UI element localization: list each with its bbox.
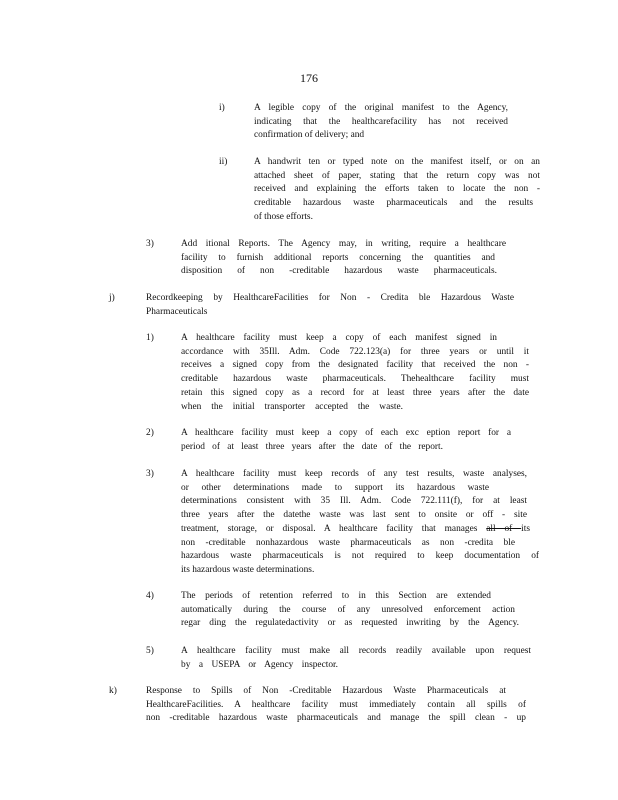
item-text: A healthcare facility must keep a copy of each manifest signed in accordance with 35Ill. Adm. Code 722.123(a) for three years or until it receives a signed copy from the designated facility that received the non - creditable hazardous waste pharmaceuticals. Thehealthcare facility must retain this signed copy as a record for at least three years after the date when the initial transporter accepted the waste. bbox=[181, 333, 529, 412]
item-label: 5) bbox=[146, 646, 154, 656]
deleted-text: all of bbox=[486, 523, 522, 534]
item-label: 4) bbox=[146, 591, 154, 601]
item-label: 1) bbox=[146, 333, 154, 343]
item-label: 3) bbox=[146, 469, 154, 479]
item-text: A healthcare facility must make all records readily available upon request by a USEPA or Agency inspector. bbox=[181, 646, 531, 670]
item-text: A healthcare facility must keep records of any test results, waste analyses, or other determinations made to support its hazardous waste determinations consistent with 35 Ill. Adm. Code 722.111(f), for at least three years after the datethe waste was last sent to onsite or off - site treatment, storage, or disposal. A healthcare facility that manages all of its non -creditable nonhazardous waste pharmaceuticals as non -credita ble hazardous waste pharmaceuticals is not required to keep documentation of its hazardous waste determinations. bbox=[181, 469, 539, 575]
page-number: 176 bbox=[300, 71, 318, 85]
item-text: Add itional Reports. The Agency may, in writing, require a healthcare facility to furnish additional reports concerning the quantities and disposition of non -creditable hazardous waste pharmaceuticals. bbox=[181, 239, 506, 277]
item-label: ii) bbox=[219, 157, 228, 167]
item-label: 3) bbox=[146, 239, 154, 249]
item-text: Recordkeeping by HealthcareFacilities for Non - Credita ble Hazardous Waste Pharmaceuticals bbox=[146, 293, 514, 317]
strikethrough-line: treatment, storage, or disposal. A healthcare facility that manages all of its bbox=[181, 523, 530, 534]
item-label: i) bbox=[219, 103, 225, 113]
item-text: A handwrit ten or typed note on the manifest itself, or on an attached sheet of paper, stating that the return copy was not received and explaining the efforts taken to locate the non - creditable hazardous waste pharmaceuticals and the results of those efforts. bbox=[254, 157, 540, 222]
item-label: j) bbox=[109, 293, 115, 303]
item-label: k) bbox=[109, 686, 117, 696]
item-text: Response to Spills of Non -Creditable Hazardous Waste Pharmaceuticals at HealthcareFacilities. A healthcare facility must immediately contain all spills of non -creditable hazardous waste pharmaceuticals and manage the spill clean - up bbox=[146, 686, 526, 724]
item-text: A healthcare facility must keep a copy of each exc eption report for a period of at least three years after the date of the report. bbox=[181, 428, 511, 452]
item-text: The periods of retention referred to in this Section are extended automatically during the course of any unresolved enforcement action regar ding the regulatedactivity or as requested inwriting by the Agency. bbox=[181, 591, 519, 629]
item-text: A legible copy of the original manifest to the Agency, indicating that the healthcarefacility has not received confirmation of delivery; and bbox=[254, 103, 508, 141]
item-label: 2) bbox=[146, 428, 154, 438]
